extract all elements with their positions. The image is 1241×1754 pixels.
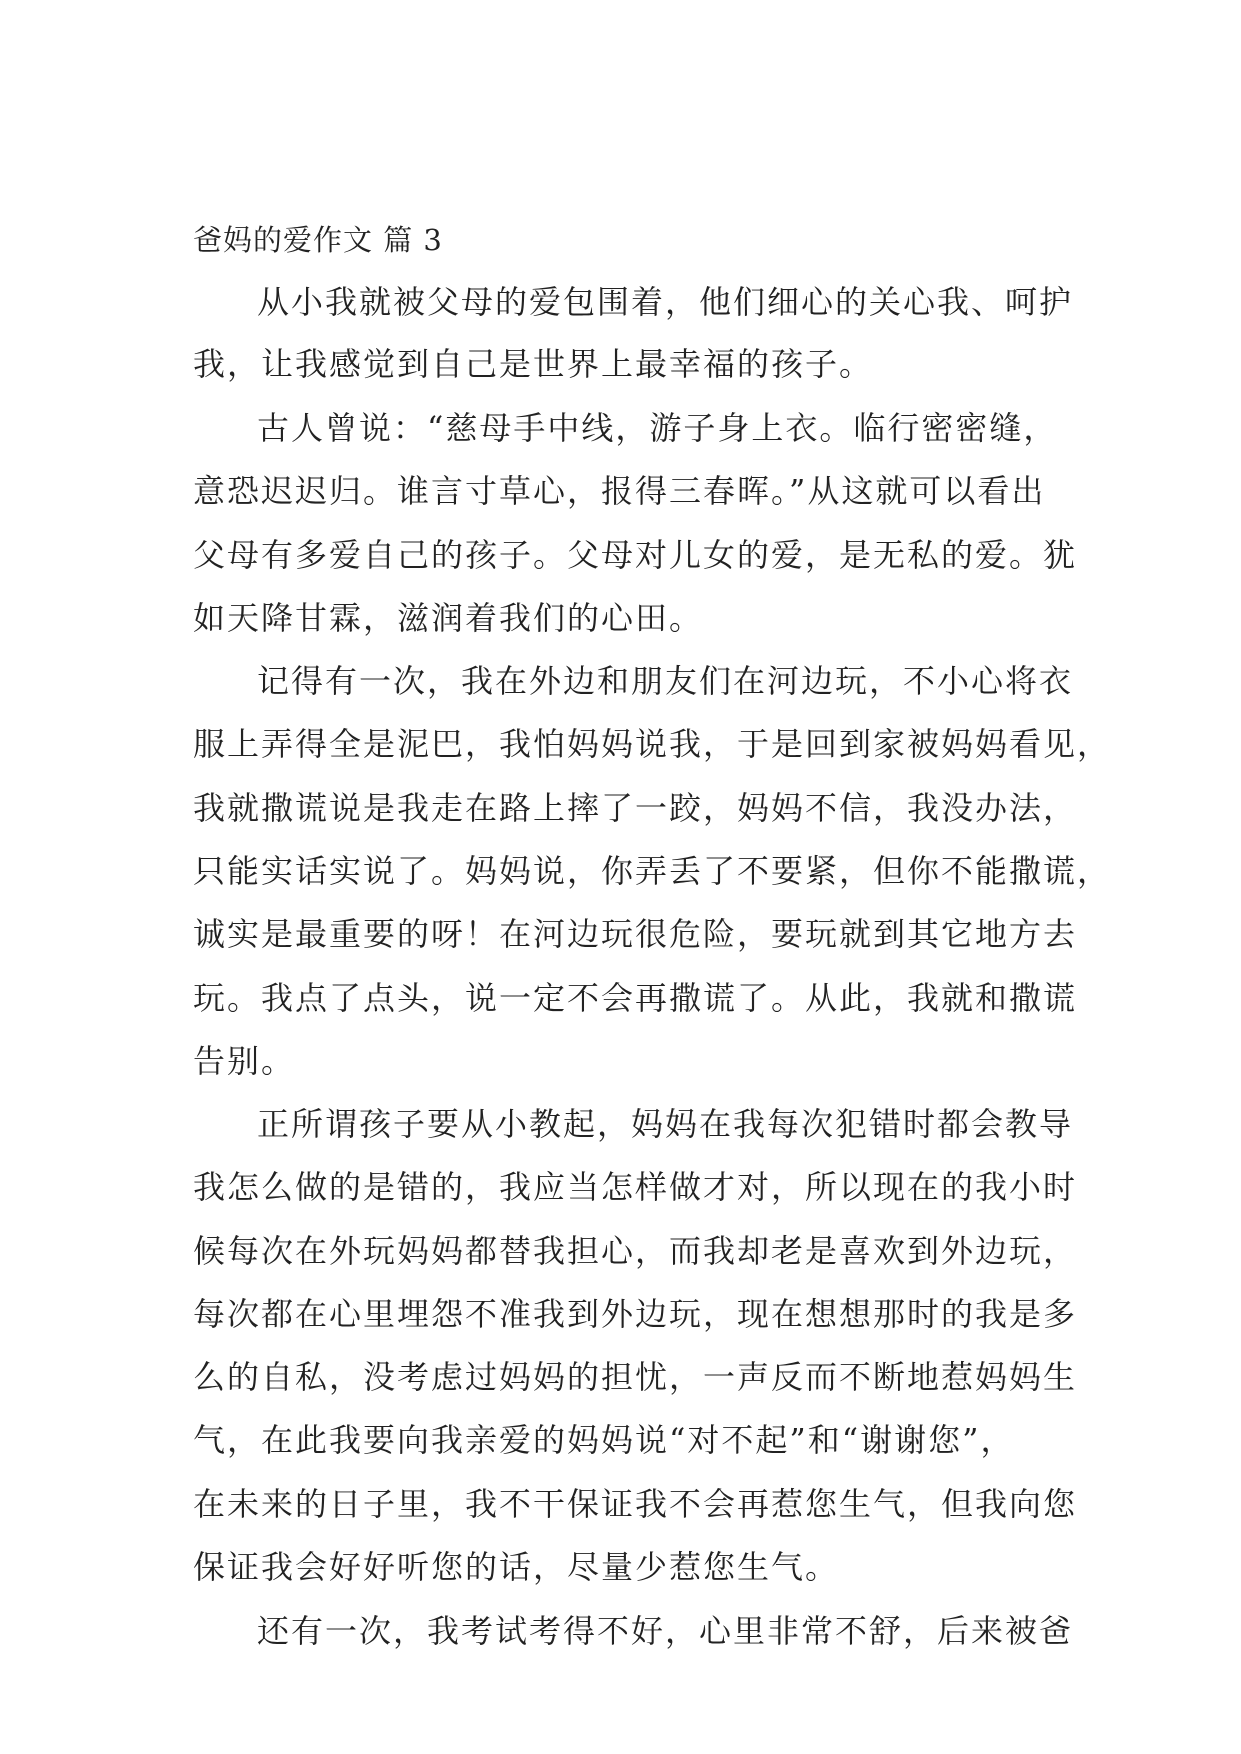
essay-title: 爸妈的爱作文 篇 3	[193, 223, 443, 257]
text-line: 诚实是最重要的呀！在河边玩很危险，要玩就到其它地方去	[193, 915, 1078, 953]
text-line: 每次都在心里埋怨不准我到外边玩，现在想想那时的我是多	[193, 1295, 1078, 1333]
text-line: 我，让我感觉到自己是世界上最幸福的孩子。	[193, 345, 874, 383]
text-line: 记得有一次，我在外边和朋友们在河边玩，不小心将衣	[257, 662, 1074, 700]
text-line: 告别。	[193, 1042, 296, 1080]
text-line: 保证我会好好听您的话，尽量少惹您生气。	[193, 1548, 840, 1586]
text-line: 么的自私，没考虑过妈妈的担忧，一声反而不断地惹妈妈生	[193, 1358, 1078, 1396]
text-line: 候每次在外玩妈妈都替我担心，而我却老是喜欢到外边玩，	[193, 1232, 1078, 1270]
text-line: 服上弄得全是泥巴，我怕妈妈说我，于是回到家被妈妈看见，	[193, 725, 1112, 763]
text-line: 正所谓孩子要从小教起，妈妈在我每次犯错时都会教导	[257, 1105, 1074, 1143]
text-line: 意恐迟迟归。谁言寸草心，报得三春晖。”从这就可以看出	[193, 472, 1046, 510]
text-line: 在未来的日子里，我不干保证我不会再惹您生气，但我向您	[193, 1485, 1078, 1523]
text-line: 如天降甘霖，滋润着我们的心田。	[193, 599, 704, 637]
text-line: 只能实话实说了。妈妈说，你弄丢了不要紧，但你不能撒谎，	[193, 852, 1112, 890]
text-line: 我就撒谎说是我走在路上摔了一跤，妈妈不信，我没办法，	[193, 789, 1078, 827]
text-line: 还有一次，我考试考得不好，心里非常不舒，后来被爸	[257, 1612, 1074, 1650]
text-line: 玩。我点了点头，说一定不会再撒谎了。从此，我就和撒谎	[193, 979, 1078, 1017]
text-line: 从小我就被父母的爱包围着，他们细心的关心我、呵护	[257, 283, 1074, 321]
text-line: 父母有多爱自己的孩子。父母对儿女的爱，是无私的爱。犹	[193, 536, 1078, 574]
text-line: 我怎么做的是错的，我应当怎样做才对，所以现在的我小时	[193, 1168, 1078, 1206]
text-line: 气，在此我要向我亲爱的妈妈说“对不起”和“谢谢您”，	[193, 1421, 1015, 1459]
text-line: 古人曾说：“慈母手中线，游子身上衣。临行密密缝，	[257, 409, 1058, 447]
